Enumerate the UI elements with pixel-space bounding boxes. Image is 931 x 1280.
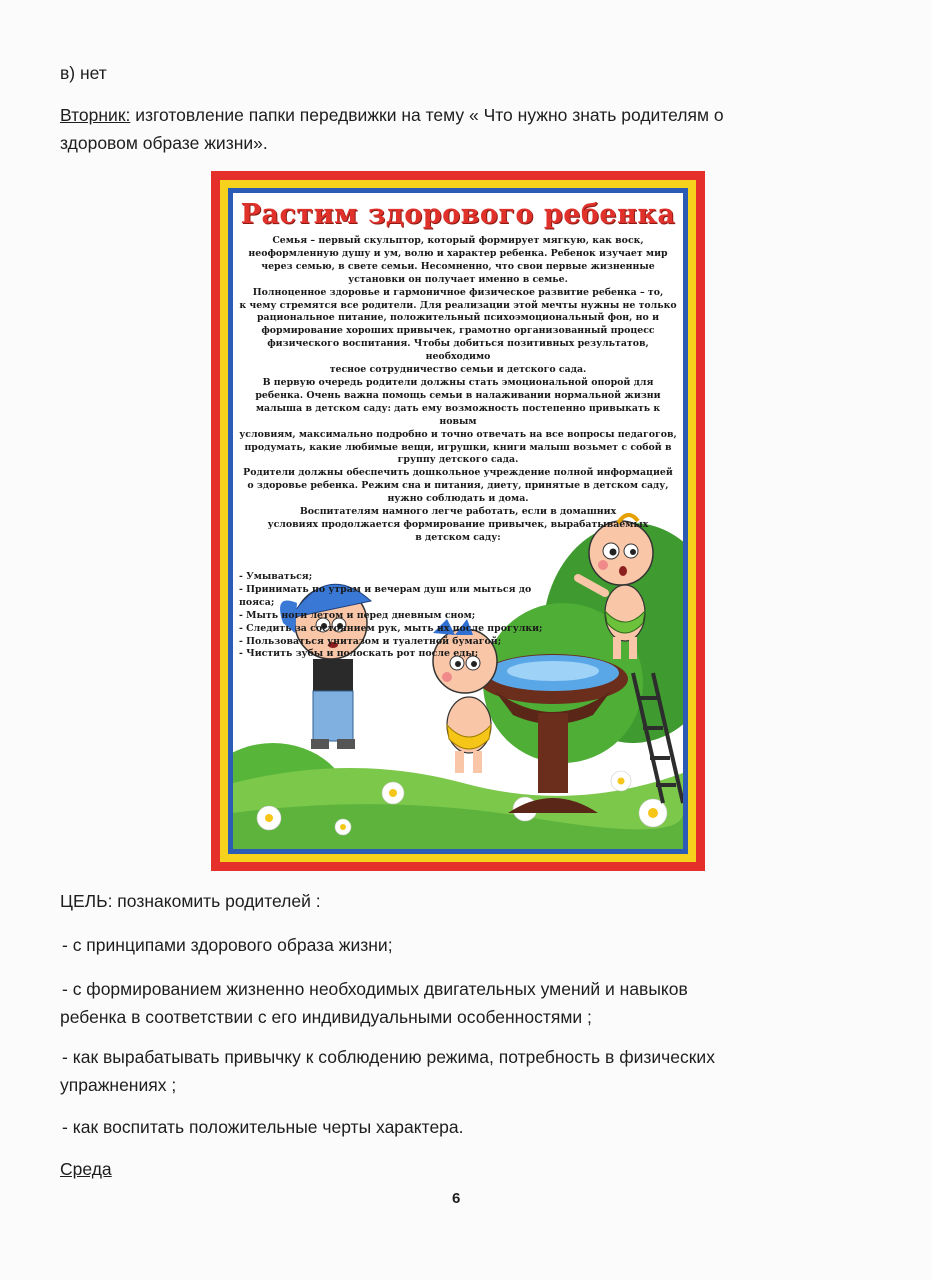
poster-line: через семью, в свете семьи. Несомненно, что свои первые жизненные [261, 260, 655, 272]
wednesday-label: Среда [60, 1159, 112, 1179]
habit-item: - Чистить зубы и полоскать рот после еды; [239, 648, 479, 660]
poster-line: Родители должны обеспечить дошкольное учреждение полной информацией [243, 467, 673, 479]
poster-line: установки он получает именно в семье. [348, 273, 568, 285]
poster-line: условиям, максимально подробно и точно отвечать на все вопросы педагогов, [239, 428, 677, 440]
tuesday-text-continued: здоровом образе жизни». [60, 133, 268, 153]
poster-habits-list [239, 571, 569, 661]
poster [211, 171, 705, 871]
poster-line: рациональное питание, положительный психоэмоциональный фон, но и [256, 312, 660, 324]
poster-line: Воспитателям намного легче работать, если в домашних [299, 506, 617, 518]
goal-item-2: - с формированием жизненно необходимых двигательных умений и навыков [62, 979, 688, 999]
goal-item-3-continued: упражнениях ; [60, 1075, 177, 1095]
poster-line: тесное сотрудничество семьи и детского сада. [329, 364, 587, 376]
poster-body [239, 235, 677, 545]
page-number: 6 [452, 1190, 461, 1207]
poster-line: Полноценное здоровье и гармоничное физическое развитие ребенка – то, [252, 286, 664, 298]
habit-item: - Мыть ноги летом и перед дневным сном; [239, 609, 476, 621]
goal-item-1: - с принципами здорового образа жизни; [62, 935, 393, 955]
habit-item: - Принимать по утрам и вечерам душ или мыться до пояса; [239, 583, 532, 608]
poster-line: малыша в детском саду: дать ему возможность постепенно привыкать к новым [255, 402, 661, 427]
habit-item: - Следить за состоянием рук, мыть их после прогулки; [239, 622, 543, 634]
goal-heading: ЦЕЛЬ: познакомить родителей : [60, 891, 321, 911]
poster-line: о здоровье ребенка. Режим сна и питания, диету, принятые в детском саду, [247, 480, 669, 492]
tuesday-text: изготовление папки передвижки на тему « Что нужно знать родителям о [130, 105, 724, 125]
tuesday-label: Вторник: [60, 105, 131, 125]
goal-item-2-continued: ребенка в соответствии с его индивидуальными особенностями ; [60, 1007, 592, 1027]
tuesday-line [60, 100, 724, 130]
poster-line: в детском саду: [415, 531, 501, 543]
poster-line: В первую очередь родители должны стать эмоциональной опорой для [262, 376, 654, 388]
poster-title: Растим здорового ребенка [240, 199, 676, 230]
goal-item-3: - как вырабатывать привычку к соблюдению режима, потребность в физических [62, 1047, 715, 1067]
habit-item: - Умываться; [239, 571, 313, 582]
poster-line: формирование хороших привычек, грамотно организованный процесс [261, 325, 655, 337]
poster-line: продумать, какие любимые вещи, игрушки, книги малыш возьмет с собой в [244, 441, 672, 453]
poster-line: физического воспитания. Чтобы добиться позитивных результатов, необходимо [267, 338, 649, 363]
goal-item-4: - как воспитать положительные черты характера. [62, 1117, 464, 1137]
poster-line: нужно соблюдать и дома. [387, 493, 529, 505]
poster-line: условиях продолжается формирование привычек, вырабатываемых [267, 518, 649, 530]
habit-item: - Пользоваться унитазом и туалетной бумагой; [239, 635, 502, 647]
poster-line: Семья – первый скульптор, который формирует мягкую, как воск, [272, 235, 644, 246]
poster-line: ребенка. Очень важна помощь семьи в налаживании нормальной жизни [255, 389, 661, 401]
poster-content [233, 193, 683, 849]
answer-option: в) нет [60, 63, 107, 83]
poster-line: к чему стремятся все родители. Для реализации этой мечты нужны не только [239, 299, 677, 311]
poster-line: группу детского сада. [397, 454, 519, 466]
poster-line: неоформленную душу и ум, волю и характер ребенка. Ребенок изучает мир [248, 247, 668, 259]
